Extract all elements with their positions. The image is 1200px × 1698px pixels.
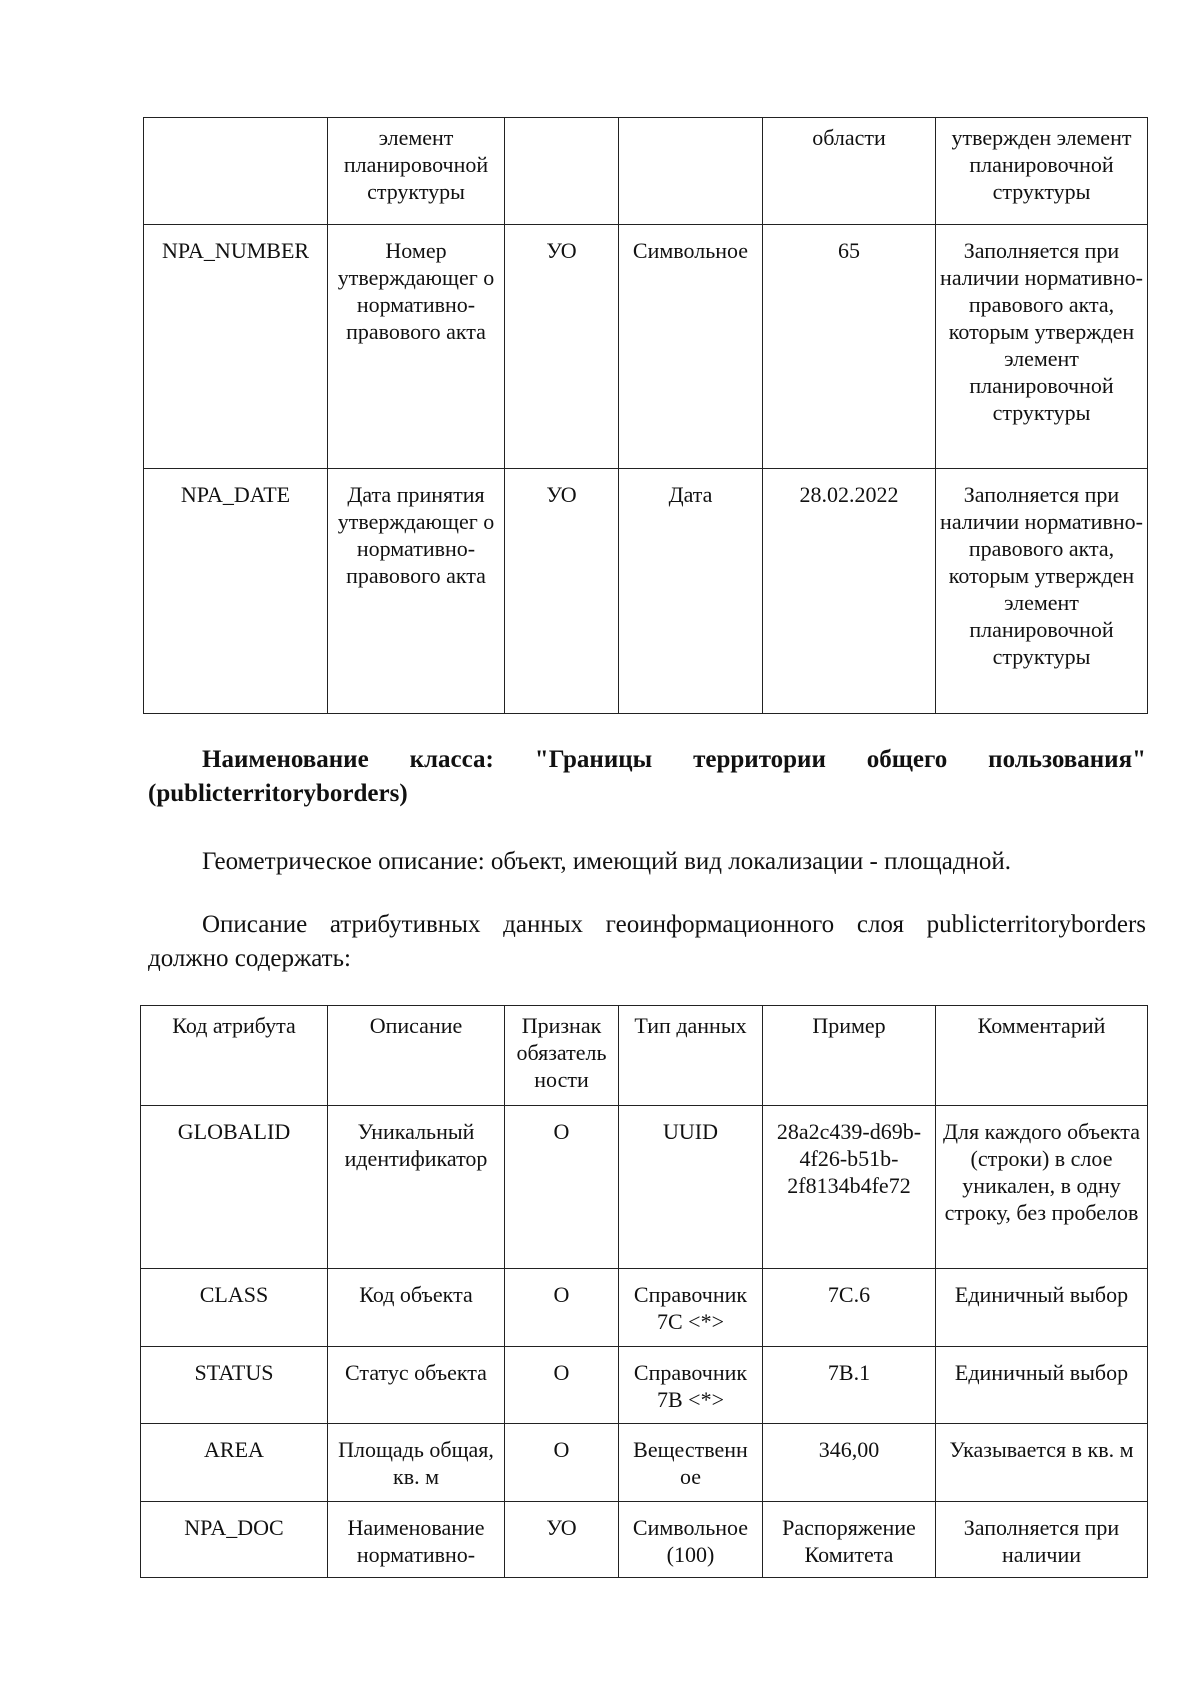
table-header-row: [141, 1006, 1148, 1106]
example-cell: 28a2c439-d69b-4f26-b51b-2f8134b4fe72: [763, 1106, 936, 1269]
header-required: Признак обязатель ности: [505, 1006, 619, 1106]
comment-cell: Указывается в кв. м: [936, 1424, 1148, 1502]
example-cell: области: [763, 118, 936, 225]
comment-cell: утвержден элемент планировочной структуры: [936, 118, 1148, 225]
attribute-code-cell: [144, 118, 328, 225]
comment-cell: Единичный выбор: [936, 1269, 1148, 1347]
geometry-description: Геометрическое описание: объект, имеющий вид локализации - площадной.: [202, 848, 1012, 875]
data-type-cell: Вещественн ое: [619, 1424, 763, 1502]
header-description: Описание: [328, 1006, 505, 1106]
table-row: [144, 225, 1148, 469]
comment-cell: Заполняется при наличии нормативно-правового акта, которым утвержден элемент планировочной структуры: [936, 469, 1148, 714]
comment-cell: Для каждого объекта (строки) в слое уникален, в одну строку, без пробелов: [936, 1106, 1148, 1269]
required-cell: О: [505, 1424, 619, 1502]
data-type-cell: UUID: [619, 1106, 763, 1269]
required-cell: УО: [505, 469, 619, 714]
description-cell: Дата принятия утверждающег о нормативно-правового акта: [328, 469, 505, 714]
data-type-cell: Символьное (100): [619, 1502, 763, 1578]
table-row: [141, 1106, 1148, 1269]
attribute-code-cell: CLASS: [141, 1269, 328, 1347]
comment-cell: Заполняется при наличии нормативно-правового акта, которым утвержден элемент планировочной структуры: [936, 225, 1148, 469]
example-cell: Распоряжение Комитета: [763, 1502, 936, 1578]
example-cell: 7В.1: [763, 1347, 936, 1424]
description-cell: Уникальный идентификатор: [328, 1106, 505, 1269]
description-cell: элемент планировочной структуры: [328, 118, 505, 225]
description-cell: Код объекта: [328, 1269, 505, 1347]
header-example: Пример: [763, 1006, 936, 1106]
attribute-code-cell: NPA_NUMBER: [144, 225, 328, 469]
data-type-cell: Дата: [619, 469, 763, 714]
table-row: [144, 469, 1148, 714]
data-type-cell: Справочник 7В <*>: [619, 1347, 763, 1424]
data-type-cell: Справочник 7С <*>: [619, 1269, 763, 1347]
attribute-code-cell: GLOBALID: [141, 1106, 328, 1269]
class-heading: Наименование класса: "Границы территории общего пользования" (publicterritoryborders): [148, 746, 1146, 807]
header-data-type: Тип данных: [619, 1006, 763, 1106]
attribute-code-cell: NPA_DOC: [141, 1502, 328, 1578]
attributes-table-continued: [143, 117, 1148, 714]
attribute-code-cell: STATUS: [141, 1347, 328, 1424]
description-cell: Номер утверждающег о нормативно-правового акта: [328, 225, 505, 469]
required-cell: УО: [505, 1502, 619, 1578]
table-row: [141, 1424, 1148, 1502]
table-row: [141, 1502, 1148, 1578]
description-cell: Статус объекта: [328, 1347, 505, 1424]
data-type-cell: Символьное: [619, 225, 763, 469]
attributes-table: [140, 1005, 1148, 1578]
table-row: [144, 118, 1148, 225]
required-cell: О: [505, 1269, 619, 1347]
header-comment: Комментарий: [936, 1006, 1148, 1106]
required-cell: О: [505, 1347, 619, 1424]
data-type-cell: [619, 118, 763, 225]
attribute-code-cell: NPA_DATE: [144, 469, 328, 714]
required-cell: О: [505, 1106, 619, 1269]
description-cell: Наименование нормативно-: [328, 1502, 505, 1578]
example-cell: 28.02.2022: [763, 469, 936, 714]
required-cell: [505, 118, 619, 225]
comment-cell: Единичный выбор: [936, 1347, 1148, 1424]
table-row: [141, 1347, 1148, 1424]
example-cell: 7С.6: [763, 1269, 936, 1347]
example-cell: 65: [763, 225, 936, 469]
header-attribute-code: Код атрибута: [141, 1006, 328, 1106]
example-cell: 346,00: [763, 1424, 936, 1502]
attributes-intro: Описание атрибутивных данных геоинформационного слоя publicterritoryborders должно содержать:: [148, 911, 1146, 972]
attribute-code-cell: AREA: [141, 1424, 328, 1502]
description-cell: Площадь общая, кв. м: [328, 1424, 505, 1502]
table-row: [141, 1269, 1148, 1347]
required-cell: УО: [505, 225, 619, 469]
comment-cell: Заполняется при наличии: [936, 1502, 1148, 1578]
